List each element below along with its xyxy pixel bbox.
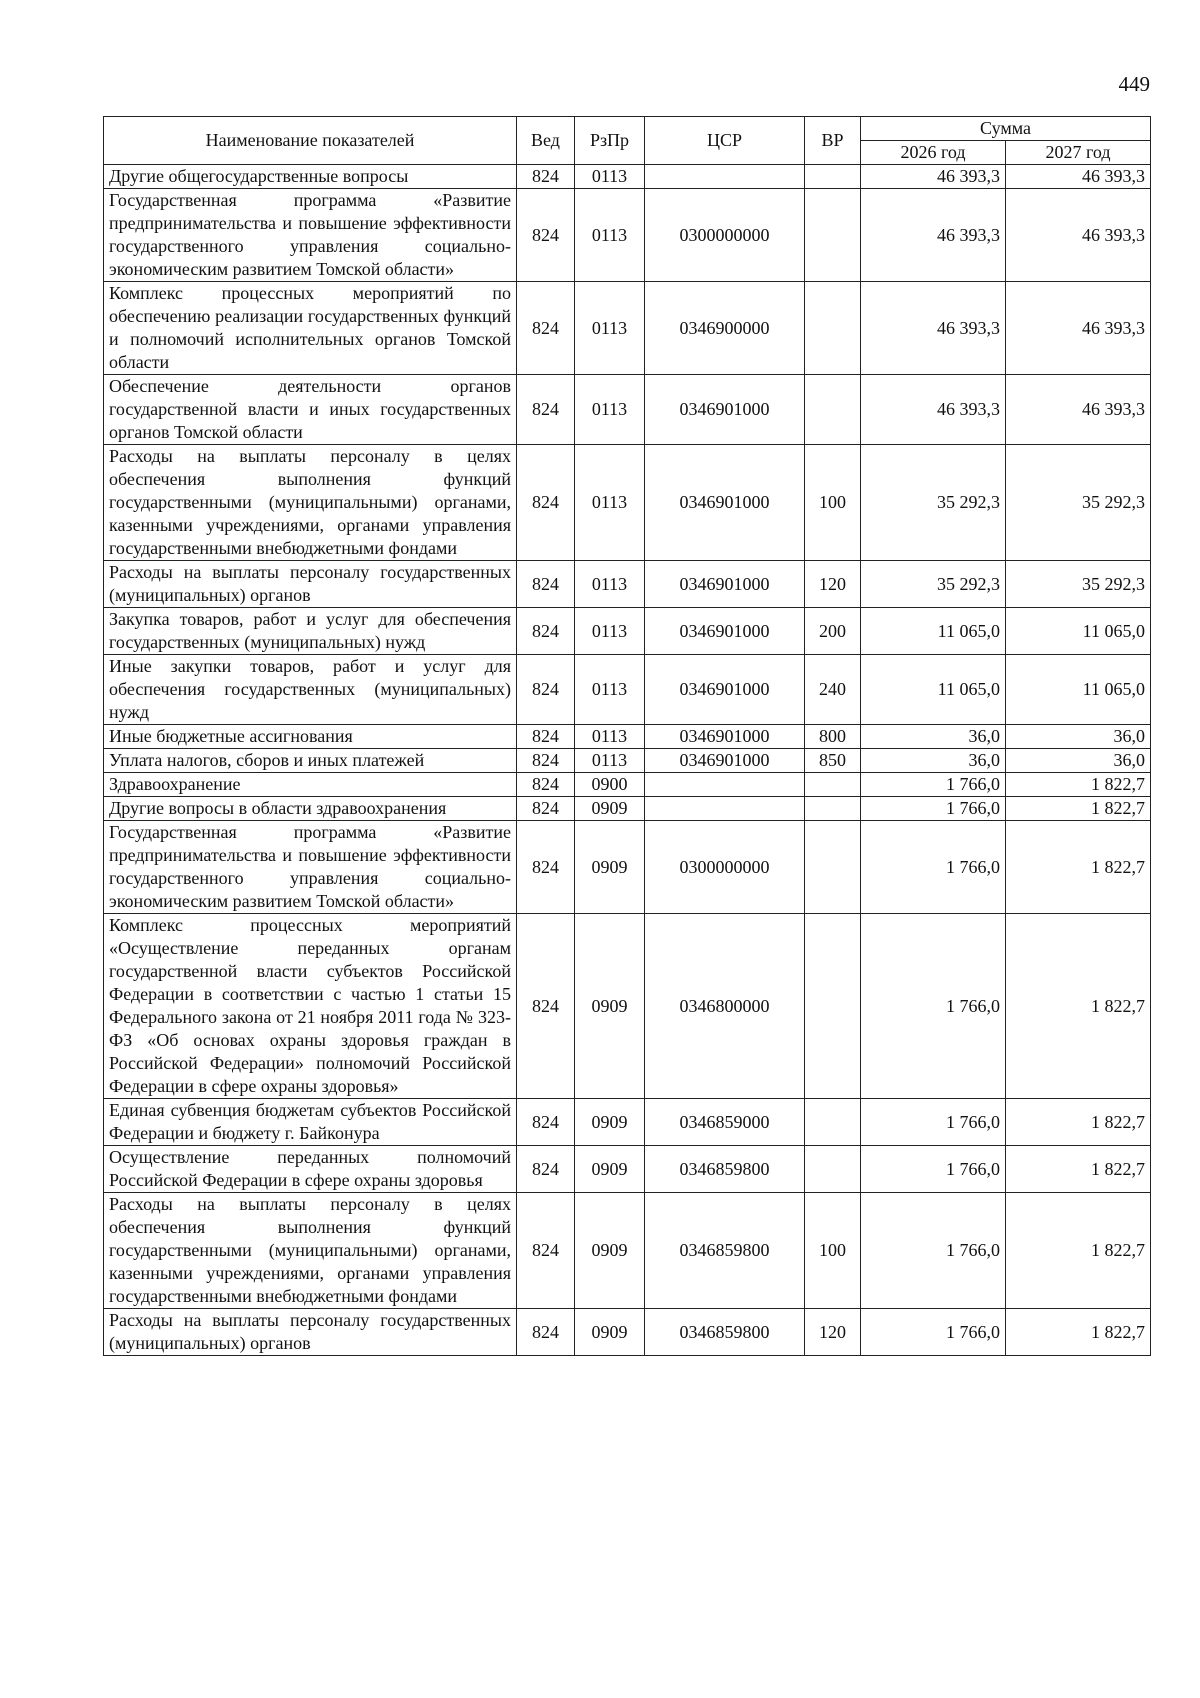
row-rzpr: 0113 <box>575 165 645 189</box>
row-rzpr: 0113 <box>575 445 645 561</box>
table-row <box>104 608 1151 655</box>
row-sum-2027: 11 065,0 <box>1006 608 1151 655</box>
row-sum-2026: 35 292,3 <box>861 445 1006 561</box>
row-csr: 0346800000 <box>645 914 805 1099</box>
row-sum-2027: 36,0 <box>1006 725 1151 749</box>
table-row <box>104 914 1151 1099</box>
row-sum-2027: 1 822,7 <box>1006 773 1151 797</box>
table-row <box>104 282 1151 375</box>
row-sum-2026: 1 766,0 <box>861 1099 1006 1146</box>
table-row <box>104 445 1151 561</box>
budget-table <box>103 116 1151 1356</box>
row-sum-2027: 1 822,7 <box>1006 914 1151 1099</box>
row-vr: 240 <box>805 655 861 725</box>
row-sum-2026: 1 766,0 <box>861 773 1006 797</box>
row-ved: 824 <box>517 725 575 749</box>
header-name: Наименование показателей <box>104 117 517 165</box>
row-sum-2026: 36,0 <box>861 749 1006 773</box>
row-rzpr: 0909 <box>575 1193 645 1309</box>
row-csr: 0300000000 <box>645 189 805 282</box>
table-row <box>104 725 1151 749</box>
row-vr <box>805 282 861 375</box>
row-vr: 200 <box>805 608 861 655</box>
row-sum-2026: 11 065,0 <box>861 655 1006 725</box>
row-sum-2027: 1 822,7 <box>1006 1099 1151 1146</box>
row-vr <box>805 165 861 189</box>
row-rzpr: 0900 <box>575 773 645 797</box>
row-csr: 0346901000 <box>645 749 805 773</box>
row-vr <box>805 189 861 282</box>
row-rzpr: 0909 <box>575 821 645 914</box>
table-row <box>104 375 1151 445</box>
row-name: Иные бюджетные ассигнования <box>104 725 517 749</box>
row-csr: 0346859800 <box>645 1193 805 1309</box>
row-rzpr: 0113 <box>575 561 645 608</box>
row-ved: 824 <box>517 189 575 282</box>
table-row <box>104 189 1151 282</box>
table-row <box>104 797 1151 821</box>
row-name: Государственная программа «Развитие предпринимательства и повышение эффективности государственного управления социально-экономическим развитием Томской области» <box>104 189 517 282</box>
row-sum-2026: 1 766,0 <box>861 1193 1006 1309</box>
row-rzpr: 0113 <box>575 608 645 655</box>
row-vr: 100 <box>805 1193 861 1309</box>
row-name: Расходы на выплаты персоналу в целях обеспечения выполнения функций государственными (муниципальными) органами, казенными учреждениями, органами управления государственными внебюджетными фондами <box>104 445 517 561</box>
row-name: Иные закупки товаров, работ и услуг для обеспечения государственных (муниципальных) нужд <box>104 655 517 725</box>
row-sum-2027: 46 393,3 <box>1006 282 1151 375</box>
row-sum-2026: 1 766,0 <box>861 797 1006 821</box>
row-vr: 800 <box>805 725 861 749</box>
row-csr: 0346901000 <box>645 561 805 608</box>
row-vr <box>805 1146 861 1193</box>
table-row <box>104 561 1151 608</box>
row-csr: 0346859800 <box>645 1146 805 1193</box>
row-sum-2027: 46 393,3 <box>1006 375 1151 445</box>
row-vr: 120 <box>805 1309 861 1356</box>
row-vr <box>805 1099 861 1146</box>
header-csr: ЦСР <box>645 117 805 165</box>
row-vr <box>805 773 861 797</box>
row-csr: 0346901000 <box>645 445 805 561</box>
header-ved: Вед <box>517 117 575 165</box>
row-sum-2026: 36,0 <box>861 725 1006 749</box>
row-rzpr: 0909 <box>575 1146 645 1193</box>
row-rzpr: 0113 <box>575 749 645 773</box>
row-sum-2027: 35 292,3 <box>1006 445 1151 561</box>
row-ved: 824 <box>517 655 575 725</box>
header-vr: ВР <box>805 117 861 165</box>
row-rzpr: 0909 <box>575 797 645 821</box>
row-ved: 824 <box>517 797 575 821</box>
row-csr: 0346901000 <box>645 375 805 445</box>
row-ved: 824 <box>517 165 575 189</box>
row-sum-2026: 46 393,3 <box>861 375 1006 445</box>
row-vr <box>805 914 861 1099</box>
row-sum-2026: 11 065,0 <box>861 608 1006 655</box>
row-rzpr: 0909 <box>575 1309 645 1356</box>
row-rzpr: 0113 <box>575 189 645 282</box>
table-row <box>104 749 1151 773</box>
row-vr: 850 <box>805 749 861 773</box>
row-name: Другие общегосударственные вопросы <box>104 165 517 189</box>
row-ved: 824 <box>517 1193 575 1309</box>
row-name: Комплекс процессных мероприятий «Осуществление переданных органам государственной власти субъектов Российской Федерации в соответствии с частью 1 статьи 15 Федерального закона от 21 ноября 2011 года № 323-ФЗ «Об основах охраны здоровья граждан в Российской Федерации» полномочий Российской Федерации в сфере охраны здоровья» <box>104 914 517 1099</box>
row-name: Расходы на выплаты персоналу государственных (муниципальных) органов <box>104 561 517 608</box>
table-row <box>104 1193 1151 1309</box>
table-row <box>104 821 1151 914</box>
row-name: Здравоохранение <box>104 773 517 797</box>
row-sum-2026: 1 766,0 <box>861 1309 1006 1356</box>
row-csr: 0346859000 <box>645 1099 805 1146</box>
row-rzpr: 0113 <box>575 282 645 375</box>
row-ved: 824 <box>517 1309 575 1356</box>
row-sum-2026: 1 766,0 <box>861 1146 1006 1193</box>
row-name: Обеспечение деятельности органов государственной власти и иных государственных органов Томской области <box>104 375 517 445</box>
header-year-2027: 2027 год <box>1006 141 1151 165</box>
row-name: Расходы на выплаты персоналу в целях обеспечения выполнения функций государственными (муниципальными) органами, казенными учреждениями, органами управления государственными внебюджетными фондами <box>104 1193 517 1309</box>
row-rzpr: 0113 <box>575 655 645 725</box>
row-vr: 120 <box>805 561 861 608</box>
row-ved: 824 <box>517 608 575 655</box>
row-name: Государственная программа «Развитие предпринимательства и повышение эффективности государственного управления социально-экономическим развитием Томской области» <box>104 821 517 914</box>
row-csr <box>645 773 805 797</box>
header-year-2026: 2026 год <box>861 141 1006 165</box>
row-ved: 824 <box>517 282 575 375</box>
row-rzpr: 0909 <box>575 914 645 1099</box>
row-name: Другие вопросы в области здравоохранения <box>104 797 517 821</box>
row-sum-2027: 1 822,7 <box>1006 1193 1151 1309</box>
row-csr <box>645 165 805 189</box>
row-name: Единая субвенция бюджетам субъектов Российской Федерации и бюджету г. Байконура <box>104 1099 517 1146</box>
row-sum-2027: 46 393,3 <box>1006 189 1151 282</box>
row-sum-2027: 46 393,3 <box>1006 165 1151 189</box>
row-sum-2026: 1 766,0 <box>861 914 1006 1099</box>
row-name: Комплекс процессных мероприятий по обеспечению реализации государственных функций и полномочий исполнительных органов Томской области <box>104 282 517 375</box>
table-row <box>104 773 1151 797</box>
row-ved: 824 <box>517 773 575 797</box>
row-sum-2027: 36,0 <box>1006 749 1151 773</box>
row-csr: 0346901000 <box>645 608 805 655</box>
row-csr: 0346900000 <box>645 282 805 375</box>
row-vr <box>805 821 861 914</box>
page-number: 449 <box>1118 72 1150 96</box>
row-ved: 824 <box>517 445 575 561</box>
row-name: Закупка товаров, работ и услуг для обеспечения государственных (муниципальных) нужд <box>104 608 517 655</box>
row-sum-2027: 1 822,7 <box>1006 1309 1151 1356</box>
row-sum-2027: 11 065,0 <box>1006 655 1151 725</box>
table-row <box>104 1309 1151 1356</box>
table-row <box>104 165 1151 189</box>
row-sum-2026: 46 393,3 <box>861 165 1006 189</box>
table-header <box>104 117 1151 165</box>
row-ved: 824 <box>517 821 575 914</box>
row-sum-2027: 35 292,3 <box>1006 561 1151 608</box>
table-row <box>104 1146 1151 1193</box>
row-sum-2026: 35 292,3 <box>861 561 1006 608</box>
row-sum-2026: 1 766,0 <box>861 821 1006 914</box>
table-row <box>104 655 1151 725</box>
row-vr <box>805 375 861 445</box>
row-name: Расходы на выплаты персоналу государственных (муниципальных) органов <box>104 1309 517 1356</box>
row-ved: 824 <box>517 749 575 773</box>
row-sum-2026: 46 393,3 <box>861 282 1006 375</box>
row-ved: 824 <box>517 1099 575 1146</box>
table-row <box>104 1099 1151 1146</box>
row-ved: 824 <box>517 561 575 608</box>
row-ved: 824 <box>517 375 575 445</box>
row-csr: 0346901000 <box>645 725 805 749</box>
row-rzpr: 0113 <box>575 725 645 749</box>
row-sum-2027: 1 822,7 <box>1006 1146 1151 1193</box>
row-sum-2027: 1 822,7 <box>1006 821 1151 914</box>
row-csr <box>645 797 805 821</box>
row-rzpr: 0113 <box>575 375 645 445</box>
row-sum-2026: 46 393,3 <box>861 189 1006 282</box>
row-name: Осуществление переданных полномочий Российской Федерации в сфере охраны здоровья <box>104 1146 517 1193</box>
header-rzpr: РзПр <box>575 117 645 165</box>
row-name: Уплата налогов, сборов и иных платежей <box>104 749 517 773</box>
row-rzpr: 0909 <box>575 1099 645 1146</box>
row-vr <box>805 797 861 821</box>
row-ved: 824 <box>517 1146 575 1193</box>
row-csr: 0300000000 <box>645 821 805 914</box>
row-sum-2027: 1 822,7 <box>1006 797 1151 821</box>
row-ved: 824 <box>517 914 575 1099</box>
row-csr: 0346859800 <box>645 1309 805 1356</box>
header-sum: Сумма <box>861 117 1151 141</box>
row-vr: 100 <box>805 445 861 561</box>
row-csr: 0346901000 <box>645 655 805 725</box>
